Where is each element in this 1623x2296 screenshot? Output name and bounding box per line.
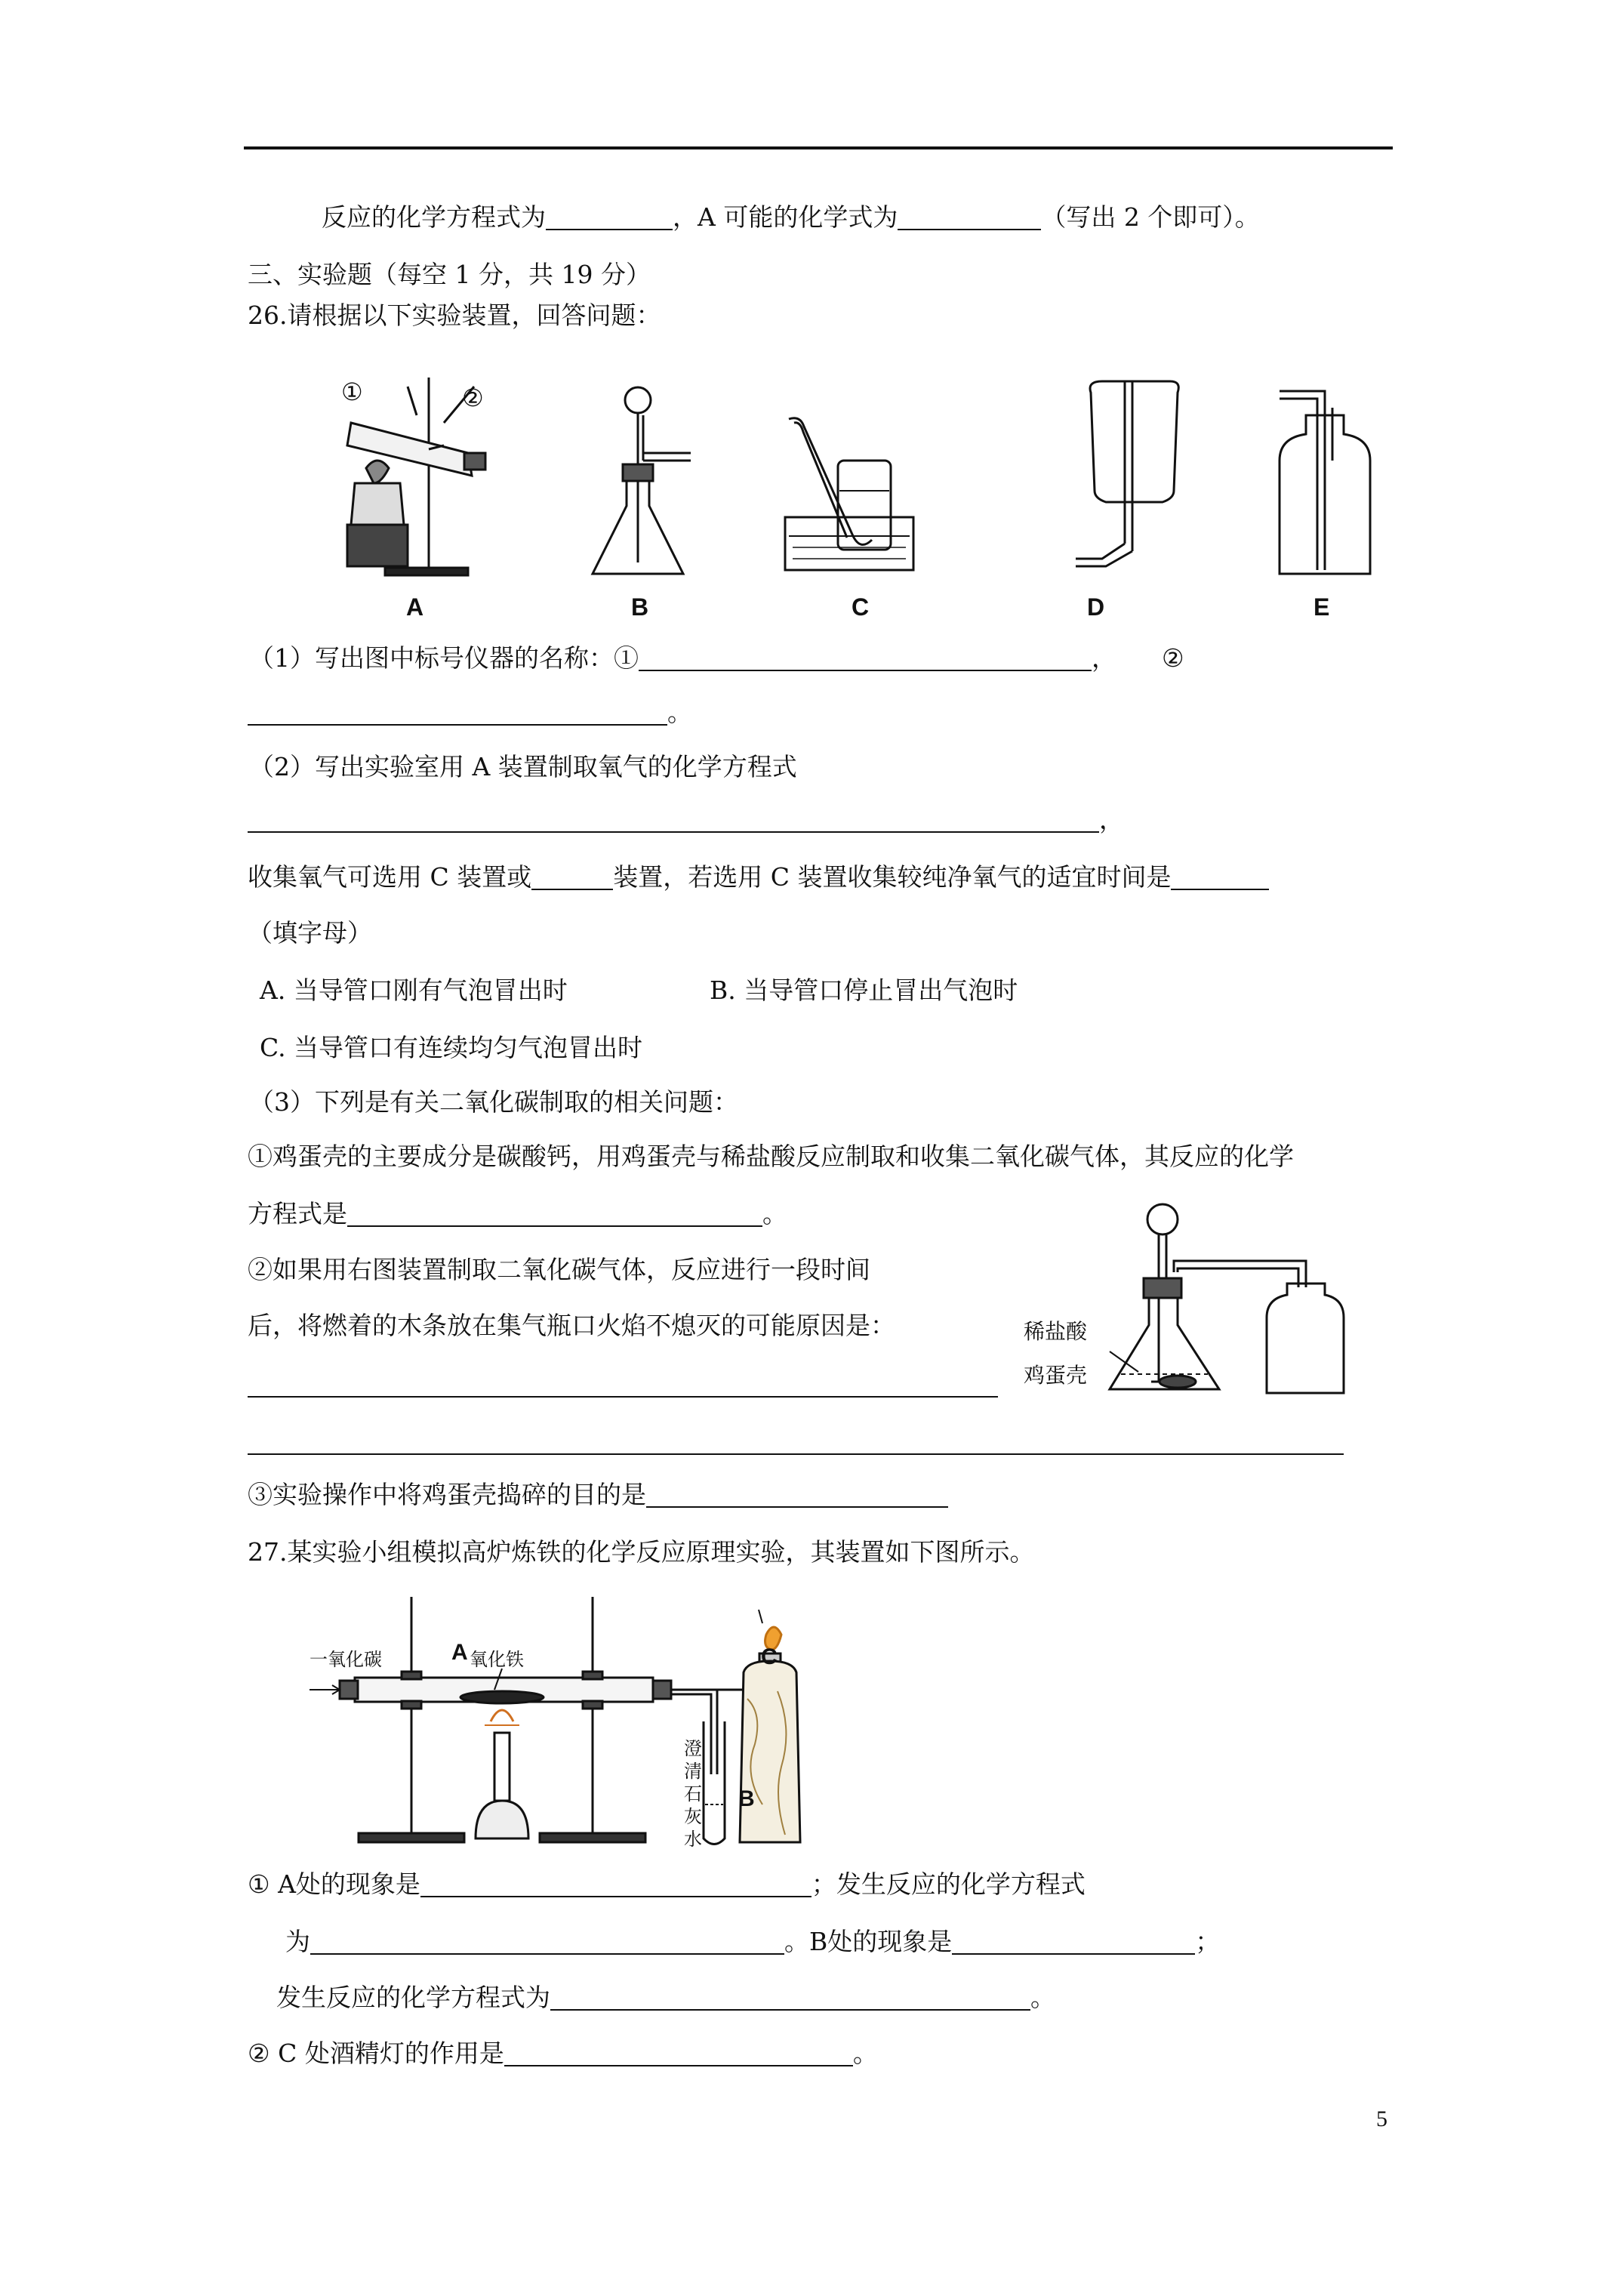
answer-blank[interactable] — [646, 1484, 948, 1508]
q26-p3-2-blank1 — [248, 1370, 998, 1400]
q27-q1-g: 。 — [1030, 1983, 1055, 2012]
q27-part2 — [248, 2039, 878, 2069]
q27-q2-b: 。 — [852, 2039, 878, 2068]
answer-blank[interactable] — [248, 1373, 998, 1398]
q26-apparatus-figure — [332, 370, 1389, 596]
q27-q1-b: ；发生反应的化学方程式 — [811, 1869, 1086, 1899]
answer-blank[interactable] — [248, 809, 1099, 833]
q26-p3-2-line2: 后，将燃着的木条放在集气瓶口火焰不熄灭的可能原因是： — [248, 1311, 895, 1340]
q26-part3: （3）下列是有关二氧化碳制取的相关问题： — [249, 1087, 738, 1117]
q26-p3-1-text: 方程式是 — [248, 1199, 347, 1228]
section-title: 三、实验题（每空 1 分，共 19 分） — [248, 260, 651, 289]
label-a: A — [406, 593, 424, 621]
header-rule — [244, 146, 1393, 149]
q26-p3-2-blank2 — [248, 1427, 1344, 1457]
q26-part2: （2）写出实验室用 A 装置制取氧气的化学方程式 — [249, 752, 797, 781]
fig-fe2o3: 氧化铁 — [470, 1650, 524, 1670]
answer-blank[interactable] — [248, 701, 667, 726]
fig-c: C — [761, 1644, 778, 1669]
q26-p2-comma: ， — [1099, 805, 1124, 834]
apparatus-c — [785, 418, 913, 570]
q26-p3-1-end: 。 — [762, 1199, 787, 1228]
q26-p1-text: （1）写出图中标号仪器的名称：① — [249, 643, 639, 673]
label-c: C — [852, 593, 870, 621]
q26-stem: 26.请根据以下实验装置，回答问题： — [248, 300, 661, 330]
q26-p3-3 — [248, 1480, 948, 1510]
q26-p3-1-line2 — [248, 1199, 787, 1229]
answer-blank[interactable] — [504, 2042, 853, 2066]
q26-p3-3-text: ③实验操作中将鸡蛋壳捣碎的目的是 — [248, 1480, 646, 1509]
q27-part1-line3 — [276, 1983, 1055, 2013]
q27-part1-line2 — [285, 1927, 1220, 1957]
fig-limewater-4: 灰 — [684, 1807, 702, 1827]
fig-limewater-1: 澄 — [684, 1739, 702, 1759]
q26-part2-blank-line — [248, 805, 1124, 835]
carryover-text-c: （写出 2 个即可）。 — [1041, 202, 1260, 232]
q27-q1-d: 。B处的现象是 — [784, 1927, 953, 1956]
answer-blank[interactable] — [952, 1931, 1195, 1955]
q27-q1-f: 发生反应的化学方程式为 — [276, 1983, 550, 2012]
q27-q2-a: ② C 处酒精灯的作用是 — [248, 2039, 504, 2068]
label-b: B — [631, 593, 649, 621]
option-b: B. 当导管口停止冒出气泡时 — [710, 975, 1018, 1005]
fig-a: A — [451, 1640, 468, 1665]
label-d: D — [1087, 593, 1105, 621]
answer-blank[interactable] — [546, 206, 673, 230]
q27-q1-e: ； — [1195, 1927, 1221, 1956]
answer-blank[interactable] — [898, 206, 1041, 230]
option-c: C. 当导管口有连续均匀气泡冒出时 — [260, 1033, 643, 1062]
apparatus-d — [1076, 381, 1178, 566]
q26-p1-mark2: ② — [1162, 643, 1184, 673]
answer-blank[interactable] — [639, 647, 1092, 671]
q26-p3-2-line1: ②如果用右图装置制取二氧化碳气体，反应进行一段时间 — [248, 1255, 870, 1284]
q27-stem: 27.某实验小组模拟高炉炼铁的化学反应原理实验，其装置如下图所示。 — [248, 1537, 1035, 1567]
q26-p3-1-line1: ①鸡蛋壳的主要成分是碳酸钙，用鸡蛋壳与稀盐酸反应制取和收集二氧化碳气体，其反应的化学 — [248, 1142, 1294, 1171]
answer-blank[interactable] — [550, 1986, 1030, 2011]
q27-q1-a: ① A处的现象是 — [248, 1869, 420, 1899]
option-a: A. 当导管口刚有气泡冒出时 — [260, 975, 568, 1005]
q26-part1 — [249, 643, 1184, 673]
label-e: E — [1313, 593, 1330, 621]
answer-blank[interactable] — [531, 866, 613, 890]
q26-p2-collect-b: 装置，若选用 C 装置收集较纯净氧气的适宜时间是 — [613, 862, 1172, 892]
fig-label-acid: 稀盐酸 — [1024, 1320, 1088, 1343]
answer-blank[interactable] — [310, 1931, 784, 1955]
page-number: 5 — [1376, 2106, 1387, 2131]
answer-blank[interactable] — [347, 1203, 762, 1227]
q27-part1 — [248, 1869, 1086, 1900]
fig-b: B — [738, 1786, 755, 1811]
fig-label-shell: 鸡蛋壳 — [1024, 1364, 1088, 1387]
marker-1: ① — [341, 378, 363, 405]
carryover-line — [322, 202, 1260, 233]
answer-blank[interactable] — [420, 1873, 812, 1897]
q27-apparatus-figure — [310, 1593, 861, 1857]
q26-part2-fill: （填字母） — [248, 918, 372, 948]
fig-co: 一氧化碳 — [310, 1650, 382, 1670]
answer-blank[interactable] — [248, 1431, 1344, 1455]
carryover-text-a: 反应的化学方程式为 — [322, 202, 546, 232]
fig-limewater-3: 石 — [684, 1784, 702, 1804]
marker-2: ② — [462, 384, 484, 411]
fig-limewater-2: 清 — [684, 1761, 702, 1782]
co2-apparatus-figure — [1087, 1197, 1336, 1401]
carryover-text-b: ，A 可能的化学式为 — [673, 202, 898, 232]
q26-part2-collect — [248, 862, 1269, 892]
fig-limewater-5: 水 — [684, 1829, 702, 1850]
q26-part1-cont — [248, 698, 692, 728]
q27-q1-c: 为 — [285, 1927, 310, 1956]
q26-p1-sep: ， — [1092, 643, 1116, 673]
answer-blank[interactable] — [1171, 866, 1269, 890]
q26-p1-end: 。 — [667, 698, 692, 727]
q26-p2-collect-a: 收集氧气可选用 C 装置或 — [248, 862, 532, 892]
apparatus-b — [593, 387, 691, 574]
apparatus-e — [1280, 391, 1370, 574]
